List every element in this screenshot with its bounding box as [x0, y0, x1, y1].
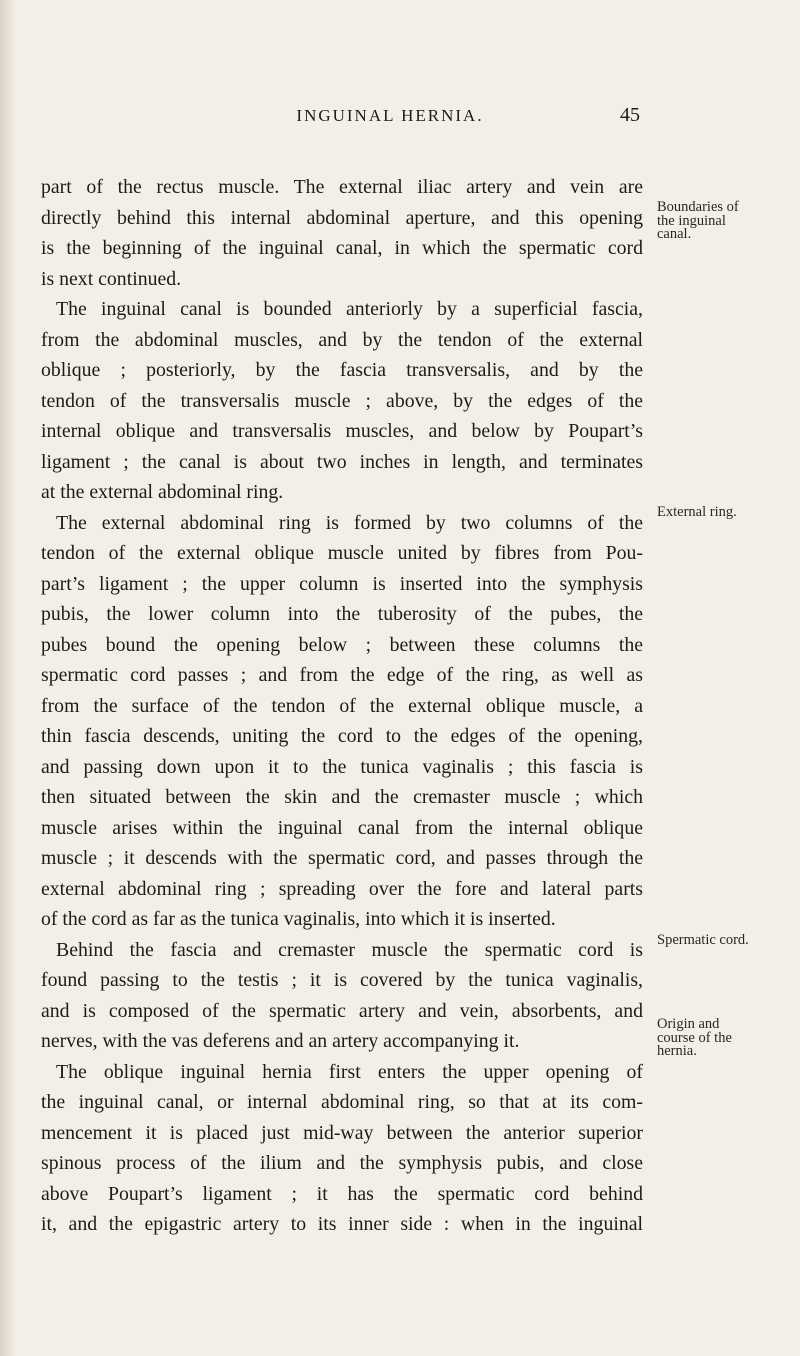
text-line: The oblique inguinal hernia first enters the upper opening of: [56, 1060, 643, 1083]
page-header: [140, 104, 640, 134]
text-line: thin fascia descends, uniting the cord to the edges of the opening,: [41, 725, 643, 747]
text-line: part’s ligament ; the upper column is inserted into the symphysis: [41, 572, 643, 595]
text-line: it, and the epigastric artery to its inner side : when in the inguinal: [41, 1213, 643, 1235]
text-line: the inguinal canal, or internal abdominal ring, so that at its com-: [41, 1091, 643, 1113]
text-line: tendon of the external oblique muscle united by fibres from Pou-: [41, 542, 643, 564]
margin-note-line: Boundaries of: [657, 199, 739, 215]
text-line: external abdominal ring ; spreading over the fore and lateral parts: [41, 877, 643, 900]
margin-note-boundaries: [657, 201, 797, 242]
text-line: pubis, the lower column into the tuberosity of the pubes, the: [41, 603, 643, 625]
margin-note-line: the inguinal: [657, 212, 726, 229]
text-line: is the beginning of the inguinal canal, in which the spermatic cord: [41, 237, 643, 259]
text-line: muscle ; it descends with the spermatic cord, and passes through the: [41, 847, 643, 869]
text-line: The external abdominal ring is formed by two columns of the: [56, 511, 643, 534]
text-line: then situated between the skin and the cremaster muscle ; which: [41, 786, 643, 808]
text-line: ligament ; the canal is about two inches in length, and terminates: [41, 450, 643, 473]
text-line: is next continued.: [41, 267, 182, 290]
page-spine-shadow: [0, 0, 16, 1356]
text-line: and passing down upon it to the tunica vaginalis ; this fascia is: [41, 755, 643, 778]
margin-note-line: course of the: [657, 1029, 732, 1046]
text-line: part of the rectus muscle. The external iliac artery and vein are: [41, 176, 643, 198]
margin-note-line: Origin and: [657, 1016, 720, 1032]
text-line: internal oblique and transversalis muscles, and below by Poupart’s: [41, 420, 643, 442]
text-line: tendon of the transversalis muscle ; above, by the edges of the: [41, 389, 643, 412]
text-line: Behind the fascia and cremaster muscle the spermatic cord is: [56, 938, 643, 961]
text-line: found passing to the testis ; it is covered by the tunica vaginalis,: [41, 969, 643, 991]
text-line: from the surface of the tendon of the external oblique muscle, a: [41, 694, 643, 717]
text-line: above Poupart’s ligament ; it has the spermatic cord behind: [41, 1182, 643, 1205]
margin-note-external-ring: [657, 506, 797, 520]
margin-note-line: hernia.: [657, 1043, 697, 1059]
text-line: spermatic cord passes ; and from the edge of the ring, as well as: [41, 664, 643, 686]
body-text: [41, 172, 643, 1240]
text-line: mencement it is placed just mid-way between the anterior superior: [41, 1121, 643, 1144]
text-line: at the external abdominal ring.: [41, 481, 284, 503]
text-line: muscle arises within the inguinal canal from the internal oblique: [41, 816, 643, 839]
text-line: and is composed of the spermatic artery and vein, absorbents, and: [41, 999, 643, 1022]
text-line: The inguinal canal is bounded anteriorly by a superficial fascia,: [56, 298, 643, 320]
text-line: nerves, with the vas deferens and an artery accompanying it.: [41, 1030, 520, 1052]
text-line: directly behind this internal abdominal aperture, and this opening: [41, 206, 643, 229]
page-number: 45: [620, 104, 640, 126]
margin-note-line: Spermatic cord.: [657, 932, 749, 948]
margin-note-line: External ring.: [657, 504, 737, 520]
text-line: from the abdominal muscles, and by the tendon of the external: [41, 328, 643, 351]
text-line: spinous process of the ilium and the symphysis pubis, and close: [41, 1152, 643, 1174]
text-line: pubes bound the opening below ; between these columns the: [41, 633, 643, 656]
margin-note-spermatic-cord: [657, 934, 797, 948]
text-line: oblique ; posteriorly, by the fascia transversalis, and by the: [41, 359, 643, 381]
text-line: of the cord as far as the tunica vaginalis, into which it is inserted.: [41, 908, 556, 930]
margin-note-origin-course: [657, 1018, 797, 1059]
margin-note-line: canal.: [657, 226, 692, 242]
running-title: INGUINAL HERNIA.: [296, 106, 484, 125]
